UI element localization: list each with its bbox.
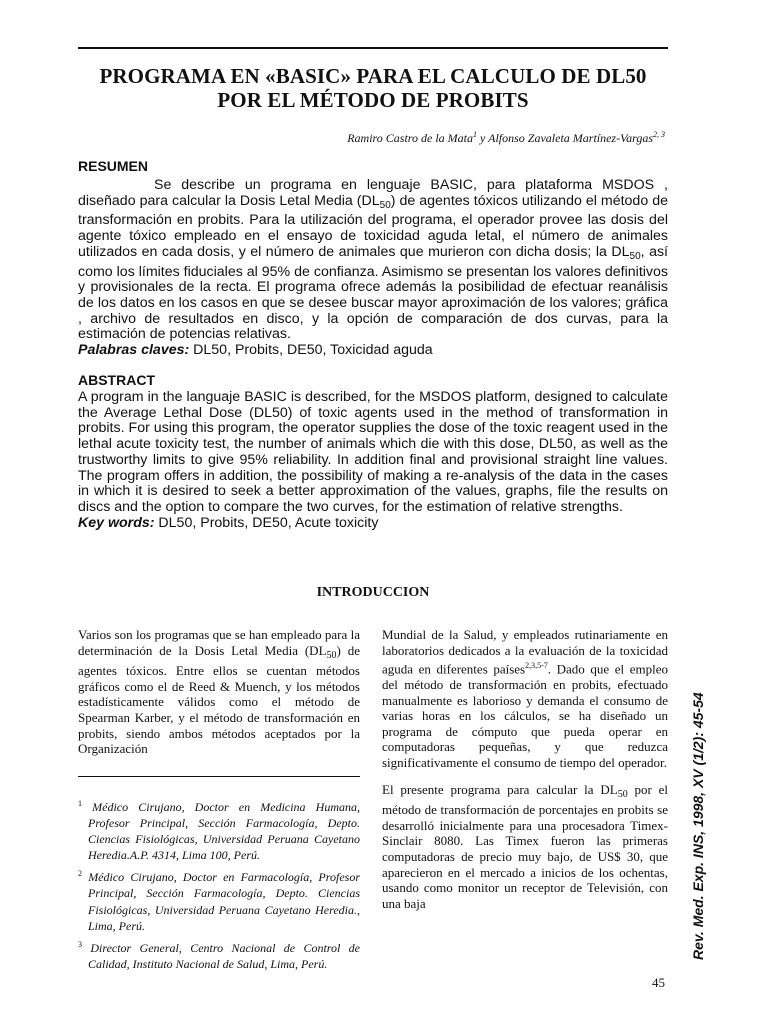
paper-title bbox=[78, 64, 668, 112]
resumen-subscript-1: 50 bbox=[379, 199, 391, 211]
intro-right-text-2: . Dado que el empleo del método de transformación en probits, efectuado manualmente es laborioso y demanda el consumo de varias horas en los cálculos, se ha diseñado un programa de cómputo que pueda operar en computadoras pequeñas, y que reduzca significativamente el consumo de tiempo del operador. bbox=[382, 661, 668, 771]
resumen-keywords-text: DL50, Probits, DE50, Toxicidad aguda bbox=[189, 342, 433, 359]
intro-right-subscript: 50 bbox=[617, 788, 628, 800]
footnote-2 bbox=[78, 866, 360, 933]
page-number: 45 bbox=[652, 975, 665, 990]
resumen-text-2: ) de agentes tóxicos utilizando el método de transformación en probits. Para la utilización del programa, el operador provee las dosis del agente tóxico empleado en el ensayo de toxicidad aguda letal, el número de animales utilizados en cada dosis, y el número de animales que murieron con dicha dosis; la DL bbox=[78, 192, 668, 260]
footnote-3 bbox=[78, 937, 360, 972]
abstract-keywords-text: DL50, Probits, DE50, Acute toxicity bbox=[154, 514, 379, 531]
footnote-1 bbox=[78, 796, 360, 863]
intro-right-column bbox=[382, 627, 668, 911]
intro-right-paragraph-1 bbox=[382, 627, 668, 771]
intro-left-subscript: 50 bbox=[326, 649, 337, 661]
resumen-body bbox=[78, 178, 668, 359]
footnote-1-mark: 1 bbox=[78, 799, 82, 808]
abstract-heading: ABSTRACT bbox=[78, 372, 155, 388]
footnote-2-text: Médico Cirujano, Doctor en Farmacología, Profesor Principal, Sección Farmacología, Depto. Ciencias Fisiológicas, Universidad Peruana Cayetano Heredia., Lima, Perú. bbox=[88, 870, 360, 933]
intro-left-text-2: ) de agentes tóxicos. Entre ellos se cuentan métodos gráficos como el de Reed & Muench, y los métodos estadísticamente válidos como el método de Spearman Karber, y el método de transformación en probits, siendo ambos métodos aceptados por la Organización bbox=[78, 642, 360, 757]
abstract-body bbox=[78, 390, 668, 531]
author-line bbox=[347, 130, 665, 146]
resumen-heading: RESUMEN bbox=[78, 158, 149, 174]
intro-right-text-1: Mundial de la Salud, y empleados rutinariamente en laboratorios dedicados a la evaluación de la toxicidad aguda en diferentes países bbox=[382, 627, 668, 677]
abstract-keywords bbox=[78, 516, 668, 532]
intro-right-paragraph-2 bbox=[382, 782, 668, 912]
intro-right-references: 2,3,5-7 bbox=[525, 661, 548, 671]
intro-right-text-4: por el método de transformación de porcentajes en probits se desarrolló inicialmente para una procesadora Timex-Sinclair 8080. Las Timex fueron las primeras computadoras de precio muy bajo, de US$ 30, que aparecieron en el mercado a inicios de los ochentas, usando como monitor un receptor de Televisión, con una baja bbox=[382, 781, 668, 911]
author-1-affiliation: 1 bbox=[473, 130, 477, 139]
footnote-2-mark: 2 bbox=[78, 869, 82, 879]
journal-citation: Rev. Med. Exp. INS, 1998, XV (1/2): 45-54 bbox=[690, 692, 706, 960]
author-2: y Alfonso Zavaleta Martínez-Vargas bbox=[480, 131, 653, 145]
intro-right-text-3: El presente programa para calcular la DL bbox=[382, 781, 618, 797]
resumen-text-1: Se describe un programa en lenguaje BASIC, para plataforma MSDOS , diseñado para calcular la Dosis Letal Media (DL bbox=[78, 177, 668, 209]
title-line-1: PROGRAMA EN «BASIC» PARA EL CALCULO DE DL50 bbox=[99, 64, 647, 88]
footnotes bbox=[78, 796, 360, 975]
author-1: Ramiro Castro de la Mata bbox=[347, 131, 473, 145]
resumen-text-3: , así como los límites fiduciales al 95% de confianza. Asimismo se presentan los valores definitivos y provisionales de la recta. El programa ofrece además la posibilidad de efectuar reanálisis de los datos en los casos en que se desee buscar mayor aproximación de los valores; gráfica , archivo de resultados en disco, y la opción de comparación de dos curvas, para la estimación de potencias relativas. bbox=[78, 243, 668, 343]
resumen-subscript-2: 50 bbox=[629, 250, 641, 262]
intro-left-column bbox=[78, 627, 360, 757]
abstract-keywords-label: Key words: bbox=[78, 514, 155, 531]
abstract-paragraph: A program in the languaje BASIC is described, for the MSDOS platform, designed to calculate the Average Lethal Dose (DL50) of toxic agents used in the method of transformation in probits. For using this program, the operator supplies the dose of the toxic reagent used in the lethal acute toxicity test, the number of animals which die with this dose, DL50, as well as the trustworthy limits to give 95% reliability. In addition final and provisional straight line values. The program offers in addition, the possibility of making a re-analysis of the data in the cases in which it is desired to seek a better approximation of the values, graphs, file the results on discs and the option to compare the two curves, for the estimation of relative strengths. bbox=[78, 389, 668, 515]
intro-left-paragraph bbox=[78, 627, 360, 757]
intro-left-text-1: Varios son los programas que se han empleado para la determinación de la Dosis Letal Media (DL bbox=[78, 627, 360, 658]
footnote-3-mark: 3 bbox=[78, 939, 82, 949]
footnote-1-text: Médico Cirujano, Doctor en Medicina Humana, Profesor Principal, Sección Farmacología, Depto. Ciencias Fisiológicas, Universidad Peruana Cayetano Heredia.A.P. 4314, Lima 100, Perú. bbox=[88, 800, 361, 863]
footnote-rule bbox=[78, 776, 360, 777]
resumen-paragraph bbox=[78, 178, 668, 343]
title-line-2: POR EL MÉTODO DE PROBITS bbox=[217, 88, 529, 112]
footnote-3-text: Director General, Centro Nacional de Control de Calidad, Instituto Nacional de Salud, Lima, Perú. bbox=[88, 940, 361, 971]
introduccion-heading: INTRODUCCION bbox=[316, 585, 430, 600]
header-rule bbox=[78, 47, 668, 49]
resumen-keywords-label: Palabras claves: bbox=[78, 342, 190, 359]
author-2-affiliation: 2, 3 bbox=[653, 130, 665, 139]
resumen-keywords bbox=[78, 343, 668, 359]
